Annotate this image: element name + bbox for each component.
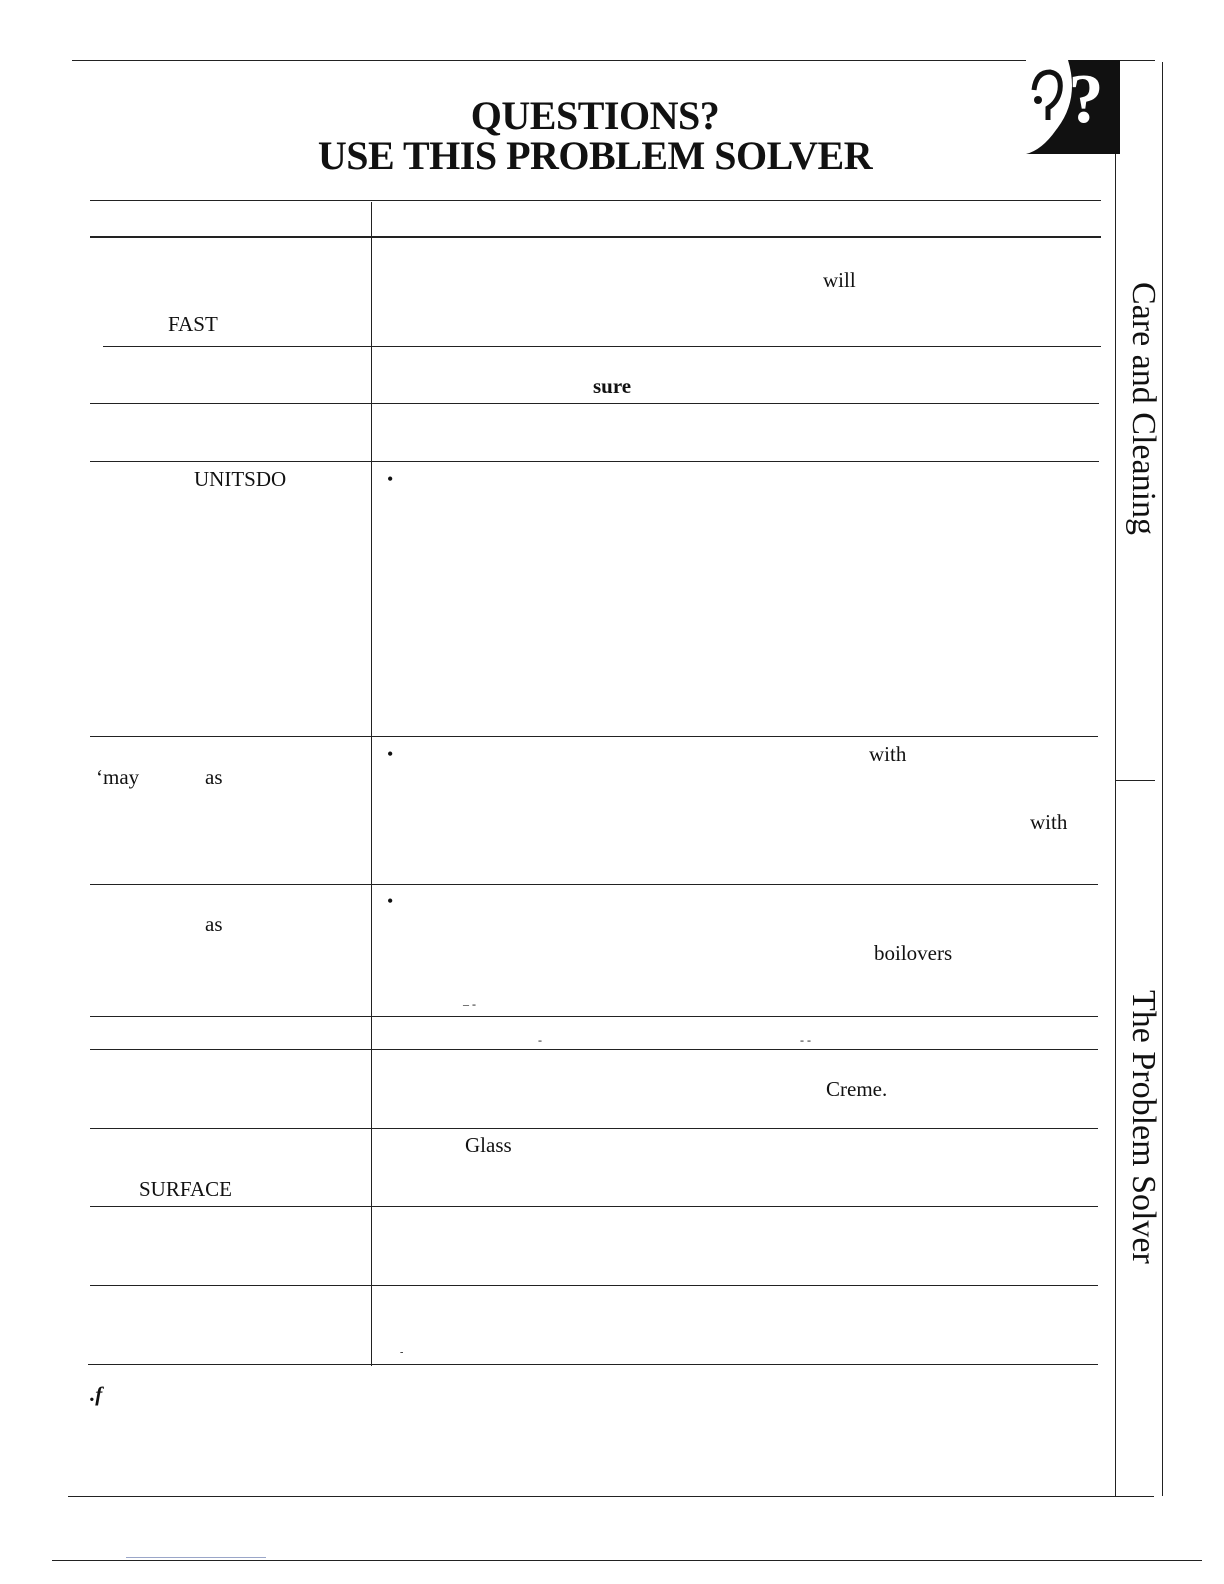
table-rule — [90, 1016, 1098, 1017]
row6-dash-fragment: – - — [463, 997, 476, 1011]
right-margin-rule — [1162, 62, 1163, 1496]
row1-problem-fragment: FAST — [168, 312, 218, 336]
table-rule — [90, 1285, 1098, 1286]
row9-solution-fragment: Glass — [465, 1133, 512, 1157]
table-rule — [90, 736, 1098, 737]
side-tab-problem-solver[interactable]: The Problem Solver — [1125, 990, 1162, 1264]
table-column-divider — [371, 202, 372, 1366]
row5-problem-fragment-b: as — [205, 765, 223, 789]
table-rule — [90, 200, 1101, 201]
svg-text:?: ? — [1068, 61, 1104, 138]
table-rule — [90, 1128, 1098, 1129]
row1-solution-fragment: will — [823, 268, 856, 292]
side-tab-separator — [1115, 780, 1155, 781]
row6-solution-fragment: boilovers — [874, 941, 953, 965]
row11-dash-fragment: - — [400, 1347, 404, 1358]
row5-problem-fragment-a: ‘may — [96, 765, 140, 789]
footer-rule — [52, 1560, 1202, 1561]
side-tab-divider — [1115, 150, 1116, 1496]
table-rule — [103, 346, 1101, 347]
page-title-line-1: QUESTIONS? — [470, 93, 720, 138]
row4-problem-fragment: UNITSDO — [194, 467, 287, 491]
row4-bullet: • — [387, 469, 394, 489]
row5-solution-fragment-a: with — [869, 742, 907, 766]
table-rule — [90, 236, 1101, 238]
row6-problem-fragment: as — [205, 912, 223, 936]
question-ear-icon — [1026, 60, 1120, 154]
page-bottom-rule — [68, 1496, 1154, 1497]
table-rule — [90, 884, 1098, 885]
page-top-rule — [72, 60, 1155, 61]
row9-problem-fragment: SURFACE — [139, 1177, 232, 1201]
row2-solution-fragment: sure — [593, 374, 632, 398]
row8-solution-fragment: Creme. — [826, 1077, 888, 1101]
table-rule — [90, 403, 1099, 404]
row5-bullet: • — [387, 744, 394, 764]
side-tab-care-and-cleaning[interactable]: Care and Cleaning — [1125, 282, 1162, 536]
row5-solution-fragment-b: with — [1030, 810, 1068, 834]
row7-dash-fragment-a: - — [538, 1033, 542, 1047]
table-rule — [90, 1206, 1098, 1207]
footer-accent-rule — [126, 1557, 266, 1558]
row7-dash-fragment-b: - - — [800, 1033, 811, 1047]
footer-mark: .f — [90, 1382, 103, 1406]
table-rule — [88, 1364, 1098, 1365]
row6-bullet: • — [387, 891, 394, 911]
table-rule — [90, 461, 1099, 462]
table-rule — [90, 1049, 1098, 1050]
page-title-line-2: USE THIS PROBLEM SOLVER — [317, 133, 873, 178]
